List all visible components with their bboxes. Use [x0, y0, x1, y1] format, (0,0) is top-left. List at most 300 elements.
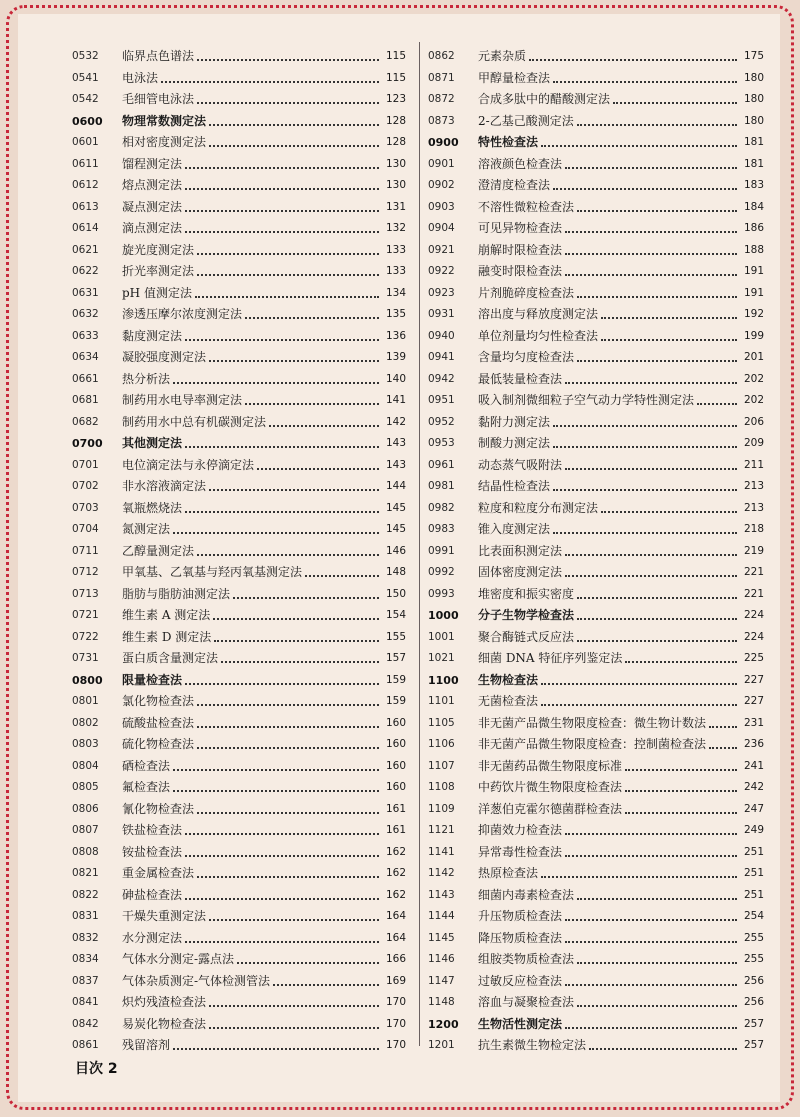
entry-title: 硒检查法: [122, 758, 171, 773]
entry-page-number: 221: [743, 587, 764, 600]
dot-leader: [185, 897, 379, 900]
dot-leader: [565, 467, 737, 470]
toc-entry[interactable]: [72, 627, 406, 649]
entry-code: 1144: [428, 910, 455, 922]
toc-entry[interactable]: [428, 46, 764, 68]
entry-code: 0613: [72, 200, 99, 213]
toc-entry[interactable]: [72, 476, 406, 498]
toc-entry[interactable]: [428, 713, 764, 735]
entry-code: 0832: [72, 931, 99, 944]
entry-code: 0873: [428, 114, 455, 127]
entry-page-number: 140: [385, 372, 406, 385]
dot-leader: [577, 897, 737, 900]
entry-code: 1148: [428, 996, 455, 1008]
toc-entry[interactable]: [72, 992, 406, 1014]
dot-leader: [565, 940, 737, 943]
entry-page-number: 201: [743, 351, 764, 363]
entry-title: 相对密度测定法: [122, 135, 207, 149]
dot-leader: [305, 574, 379, 577]
toc-entry[interactable]: [72, 1014, 406, 1036]
entry-code: 1146: [428, 953, 455, 965]
toc-entry[interactable]: [428, 175, 764, 197]
entry-code: 1000: [428, 609, 459, 622]
entry-title: 毛细管电泳法: [122, 92, 195, 106]
entry-page-number: 219: [743, 544, 764, 557]
toc-entry[interactable]: [72, 928, 406, 950]
entry-title: 制酸力测定法: [478, 436, 551, 450]
toc-entry[interactable]: [428, 154, 764, 176]
entry-title: 生物检查法: [478, 672, 539, 687]
entry-code: 0983: [428, 523, 455, 535]
entry-code: 0631: [72, 286, 99, 299]
entry-page-number: 159: [385, 673, 406, 686]
toc-section-entry[interactable]: [428, 132, 764, 154]
entry-page-number: 150: [385, 587, 406, 600]
toc-entry[interactable]: [72, 455, 406, 477]
dot-leader: [197, 875, 379, 878]
dot-leader: [209, 488, 379, 491]
entry-title: 热原检查法: [478, 866, 539, 880]
entry-code: 0611: [72, 157, 99, 170]
toc-entry[interactable]: [428, 519, 764, 541]
entry-code: 1145: [428, 931, 455, 944]
entry-page-number: 146: [385, 544, 406, 557]
entry-code: 0993: [428, 587, 455, 600]
entry-title: 馏程测定法: [122, 156, 183, 171]
dot-leader: [577, 209, 737, 212]
entry-title: 凝点测定法: [122, 199, 183, 214]
toc-entry[interactable]: [72, 132, 406, 154]
toc-entry[interactable]: [428, 541, 764, 563]
dot-leader: [185, 832, 379, 835]
entry-page-number: 236: [743, 738, 764, 750]
toc-entry[interactable]: [72, 949, 406, 971]
entry-page-number: 254: [743, 910, 764, 922]
dot-leader: [565, 832, 737, 835]
toc-entry[interactable]: [428, 347, 764, 369]
dot-leader: [709, 746, 737, 749]
toc-entry[interactable]: [72, 347, 406, 369]
entry-title: 非无菌产品微生物限度检查：微生物计数法: [478, 715, 707, 730]
dot-leader: [577, 596, 737, 599]
entry-title: 热分析法: [122, 371, 171, 386]
entry-title: 气体杂质测定-气体检测管法: [122, 973, 271, 988]
entry-page-number: 128: [385, 136, 406, 148]
entry-title: 熔点测定法: [122, 178, 183, 192]
entry-title: 聚合酶链式反应法: [478, 629, 575, 644]
entry-title: 特性检查法: [478, 135, 539, 149]
toc-entry[interactable]: [72, 46, 406, 68]
dot-leader: [233, 596, 379, 599]
entry-page-number: 206: [743, 415, 764, 428]
entry-title: 粒度和粒度分布测定法: [478, 500, 599, 515]
toc-entry[interactable]: [428, 390, 764, 412]
dot-leader: [541, 703, 737, 706]
entry-page-number: 251: [743, 888, 764, 901]
toc-section-entry[interactable]: [72, 433, 406, 455]
entry-title: pH 值测定法: [122, 285, 192, 300]
entry-page-number: 202: [743, 394, 764, 406]
dot-leader: [209, 359, 379, 362]
dot-leader: [273, 983, 379, 986]
dot-leader: [221, 660, 379, 663]
entry-code: 1201: [428, 1039, 455, 1051]
toc-entry[interactable]: [72, 648, 406, 670]
entry-code: 1021: [428, 652, 455, 664]
entry-title: 甲氧基、乙氧基与羟丙氧基测定法: [122, 565, 303, 579]
entry-page-number: 160: [385, 781, 406, 793]
toc-entry[interactable]: [428, 799, 764, 821]
entry-code: 0722: [72, 630, 99, 643]
entry-page-number: 181: [743, 136, 764, 148]
entry-code: 0807: [72, 824, 99, 836]
toc-entry[interactable]: [428, 842, 764, 864]
entry-code: 0731: [72, 652, 99, 664]
dot-leader: [245, 316, 379, 319]
toc-section-entry[interactable]: [72, 111, 406, 133]
toc-entry[interactable]: [72, 691, 406, 713]
entry-page-number: 139: [385, 351, 406, 363]
entry-code: 0841: [72, 996, 99, 1008]
toc-entry[interactable]: [428, 691, 764, 713]
entry-page-number: 191: [743, 286, 764, 299]
entry-code: 0802: [72, 716, 99, 729]
entry-code: 0703: [72, 501, 99, 514]
toc-entry[interactable]: [72, 777, 406, 799]
dot-leader: [541, 144, 737, 147]
entry-page-number: 255: [743, 931, 764, 944]
entry-title: 2-乙基己酸测定法: [478, 113, 574, 128]
entry-page-number: 134: [385, 286, 406, 299]
entry-page-number: 251: [743, 867, 764, 879]
entry-code: 0661: [72, 372, 99, 385]
entry-code: 0701: [72, 458, 99, 471]
entry-code: 1105: [428, 716, 455, 729]
toc-entry[interactable]: [428, 627, 764, 649]
toc-entry[interactable]: [428, 949, 764, 971]
entry-code: 0721: [72, 609, 99, 621]
toc-entry[interactable]: [428, 1035, 764, 1057]
entry-code: 0682: [72, 415, 99, 428]
dot-leader: [565, 918, 737, 921]
dot-leader: [185, 510, 379, 513]
entry-code: 0806: [72, 802, 99, 815]
toc-entry[interactable]: [428, 455, 764, 477]
toc-entry[interactable]: [428, 304, 764, 326]
toc-entry[interactable]: [72, 390, 406, 412]
entry-page-number: 157: [385, 652, 406, 664]
toc-entry[interactable]: [428, 326, 764, 348]
entry-page-number: 136: [385, 329, 406, 342]
dot-leader: [173, 531, 379, 534]
dot-leader: [709, 725, 737, 728]
toc-entry[interactable]: [428, 562, 764, 584]
entry-title: 澄清度检查法: [478, 178, 551, 192]
toc-entry[interactable]: [72, 283, 406, 305]
entry-title: 硫酸盐检查法: [122, 715, 195, 730]
entry-title: 细菌内毒素检查法: [478, 887, 575, 902]
dot-leader: [553, 445, 737, 448]
entry-title: 非无菌产品微生物限度检查：控制菌检查法: [478, 737, 707, 751]
toc-entry[interactable]: [428, 369, 764, 391]
entry-page-number: 141: [385, 394, 406, 406]
dot-leader: [553, 80, 737, 83]
entry-code: 0601: [72, 136, 99, 148]
toc-entry[interactable]: [72, 326, 406, 348]
dot-leader: [565, 381, 737, 384]
entry-title: 非水溶液滴定法: [122, 479, 207, 493]
entry-code: 0941: [428, 351, 455, 363]
toc-entry[interactable]: [72, 412, 406, 434]
toc-entry[interactable]: [72, 971, 406, 993]
entry-page-number: 170: [385, 996, 406, 1008]
entry-title: 电位滴定法与永停滴定法: [122, 457, 255, 472]
entry-page-number: 155: [385, 630, 406, 643]
entry-title: 易炭化物检查法: [122, 1016, 207, 1031]
toc-entry[interactable]: [72, 175, 406, 197]
toc-entry[interactable]: [72, 734, 406, 756]
dot-leader: [214, 639, 379, 642]
entry-title: 物理常数测定法: [122, 113, 207, 128]
entry-code: 1106: [428, 738, 455, 750]
toc-entry[interactable]: [428, 240, 764, 262]
entry-page-number: 148: [385, 566, 406, 578]
entry-title: 水分测定法: [122, 930, 183, 945]
dot-leader: [565, 230, 737, 233]
toc-entry[interactable]: [72, 369, 406, 391]
entry-page-number: 199: [743, 329, 764, 342]
entry-page-number: 188: [743, 243, 764, 256]
entry-code: 1121: [428, 824, 455, 836]
entry-code: 0837: [72, 974, 99, 987]
entry-page-number: 164: [385, 931, 406, 944]
entry-title: 非无菌药品微生物限度标准: [478, 758, 623, 773]
entry-code: 0951: [428, 394, 455, 406]
entry-page-number: 256: [743, 974, 764, 987]
toc-entry[interactable]: [428, 648, 764, 670]
entry-title: 黏附力测定法: [478, 414, 551, 429]
toc-entry[interactable]: [428, 863, 764, 885]
entry-title: 结晶性检查法: [478, 479, 551, 493]
entry-title: 抑菌效力检查法: [478, 823, 563, 837]
entry-code: 0712: [72, 566, 99, 578]
dot-leader: [565, 553, 737, 556]
dot-leader: [209, 1004, 379, 1007]
dot-leader: [601, 338, 737, 341]
dot-leader: [625, 768, 737, 771]
entry-code: 0600: [72, 114, 103, 128]
toc-entry[interactable]: [72, 154, 406, 176]
entry-code: 1107: [428, 759, 455, 772]
entry-title: 动态蒸气吸附法: [478, 457, 563, 472]
toc-entry[interactable]: [428, 218, 764, 240]
entry-title: 炽灼残渣检查法: [122, 995, 207, 1009]
dot-leader: [185, 209, 379, 212]
toc-entry[interactable]: [428, 906, 764, 928]
toc-entry[interactable]: [428, 498, 764, 520]
dot-leader: [625, 811, 737, 814]
toc-entry[interactable]: [428, 283, 764, 305]
entry-title: 重金属检查法: [122, 866, 195, 880]
entry-page-number: 164: [385, 910, 406, 922]
toc-entry[interactable]: [72, 584, 406, 606]
toc-entry[interactable]: [428, 89, 764, 111]
toc-entry[interactable]: [72, 906, 406, 928]
entry-page-number: 224: [743, 609, 764, 621]
toc-entry[interactable]: [428, 476, 764, 498]
entry-code: 0702: [72, 480, 99, 492]
dot-leader: [577, 1004, 737, 1007]
entry-page-number: 145: [385, 501, 406, 514]
entry-code: 1142: [428, 867, 455, 879]
toc-entry[interactable]: [72, 68, 406, 90]
toc-section-entry[interactable]: [72, 670, 406, 692]
toc-entry[interactable]: [72, 713, 406, 735]
toc-entry[interactable]: [72, 820, 406, 842]
entry-code: 0713: [72, 587, 99, 600]
entry-title: 氧瓶燃烧法: [122, 500, 183, 515]
entry-title: 不溶性微粒检查法: [478, 199, 575, 214]
entry-title: 锥入度测定法: [478, 522, 551, 536]
entry-code: 1147: [428, 974, 455, 987]
entry-title: 氰化物检查法: [122, 801, 195, 816]
toc-entry[interactable]: [428, 756, 764, 778]
entry-code: 0982: [428, 501, 455, 514]
toc-entry[interactable]: [428, 971, 764, 993]
entry-code: 0862: [428, 50, 455, 62]
toc-entry[interactable]: [428, 111, 764, 133]
dot-leader: [185, 445, 379, 448]
entry-page-number: 166: [385, 953, 406, 965]
entry-page-number: 211: [743, 458, 764, 471]
toc-entry[interactable]: [72, 756, 406, 778]
toc-entry[interactable]: [428, 261, 764, 283]
entry-page-number: 115: [385, 71, 406, 84]
toc-section-entry[interactable]: [428, 670, 764, 692]
toc-entry[interactable]: [72, 304, 406, 326]
dot-leader: [185, 854, 379, 857]
entry-page-number: 131: [385, 200, 406, 213]
entry-page-number: 115: [385, 50, 406, 62]
toc-entry[interactable]: [428, 885, 764, 907]
toc-entry[interactable]: [428, 777, 764, 799]
toc-entry[interactable]: [428, 68, 764, 90]
entry-title: 溶液颜色检查法: [478, 156, 563, 171]
entry-code: 0803: [72, 738, 99, 750]
entry-page-number: 162: [385, 845, 406, 858]
entry-title: 合成多肽中的醋酸测定法: [478, 92, 611, 106]
dot-leader: [173, 768, 379, 771]
toc-entry[interactable]: [72, 863, 406, 885]
entry-page-number: 145: [385, 523, 406, 535]
toc-entry[interactable]: [428, 584, 764, 606]
entry-code: 1143: [428, 888, 455, 901]
entry-page-number: 183: [743, 179, 764, 191]
toc-entry[interactable]: [72, 1035, 406, 1057]
entry-page-number: 130: [385, 157, 406, 170]
toc-left-column: [72, 46, 406, 1057]
entry-code: 1141: [428, 845, 455, 858]
toc-entry[interactable]: [72, 240, 406, 262]
entry-code: 0632: [72, 308, 99, 320]
toc-section-entry[interactable]: [428, 605, 764, 627]
toc-entry[interactable]: [72, 89, 406, 111]
toc-entry[interactable]: [72, 541, 406, 563]
toc-entry[interactable]: [72, 197, 406, 219]
entry-code: 0711: [72, 544, 99, 557]
entry-page-number: 224: [743, 630, 764, 643]
toc-entry[interactable]: [72, 218, 406, 240]
entry-code: 0861: [72, 1039, 99, 1051]
entry-page-number: 128: [385, 114, 406, 127]
entry-code: 1200: [428, 1017, 459, 1031]
toc-entry[interactable]: [72, 261, 406, 283]
dot-leader: [173, 381, 379, 384]
entry-title: 气体水分测定-露点法: [122, 952, 235, 966]
dot-leader: [173, 789, 379, 792]
entry-page-number: 227: [743, 695, 764, 707]
toc-entry[interactable]: [428, 433, 764, 455]
dot-leader: [269, 424, 379, 427]
toc-entry[interactable]: [72, 799, 406, 821]
toc-entry[interactable]: [428, 992, 764, 1014]
dot-leader: [245, 402, 379, 405]
entry-title: 硫化物检查法: [122, 737, 195, 751]
toc-entry[interactable]: [428, 820, 764, 842]
dot-leader: [553, 531, 737, 534]
entry-title: 中药饮片微生物限度检查法: [478, 780, 623, 794]
dot-leader: [601, 510, 737, 513]
entry-title: 溶出度与释放度测定法: [478, 307, 599, 321]
toc-entry[interactable]: [428, 928, 764, 950]
toc-entry[interactable]: [72, 498, 406, 520]
entry-title: 含量均匀度检查法: [478, 350, 575, 364]
entry-title: 旋光度测定法: [122, 242, 195, 257]
entry-code: 0822: [72, 888, 99, 901]
entry-title: 比表面积测定法: [478, 543, 563, 558]
toc-right-column: [428, 46, 764, 1057]
entry-page-number: 170: [385, 1017, 406, 1030]
entry-title: 氯化物检查法: [122, 694, 195, 708]
toc-entry[interactable]: [428, 412, 764, 434]
dot-leader: [197, 811, 379, 814]
entry-page-number: 175: [743, 50, 764, 62]
entry-page-number: 247: [743, 802, 764, 815]
entry-title: 堆密度和振实密度: [478, 586, 575, 601]
entry-title: 甲醇量检查法: [478, 70, 551, 85]
toc-entry[interactable]: [72, 519, 406, 541]
entry-page-number: 180: [743, 93, 764, 105]
dot-leader: [197, 252, 379, 255]
toc-entry[interactable]: [428, 734, 764, 756]
entry-page-number: 213: [743, 501, 764, 514]
entry-code: 0942: [428, 372, 455, 385]
toc-entry[interactable]: [72, 605, 406, 627]
toc-entry[interactable]: [428, 197, 764, 219]
entry-title: 电泳法: [122, 70, 159, 85]
dot-leader: [197, 703, 379, 706]
entry-code: 0805: [72, 781, 99, 793]
dot-leader: [625, 789, 737, 792]
toc-entry[interactable]: [72, 885, 406, 907]
toc-section-entry[interactable]: [428, 1014, 764, 1036]
entry-code: 0612: [72, 179, 99, 191]
entry-code: 0901: [428, 157, 455, 170]
toc-entry[interactable]: [72, 562, 406, 584]
toc-entry[interactable]: [72, 842, 406, 864]
dot-leader: [173, 1047, 379, 1050]
entry-title: 渗透压摩尔浓度测定法: [122, 307, 243, 321]
